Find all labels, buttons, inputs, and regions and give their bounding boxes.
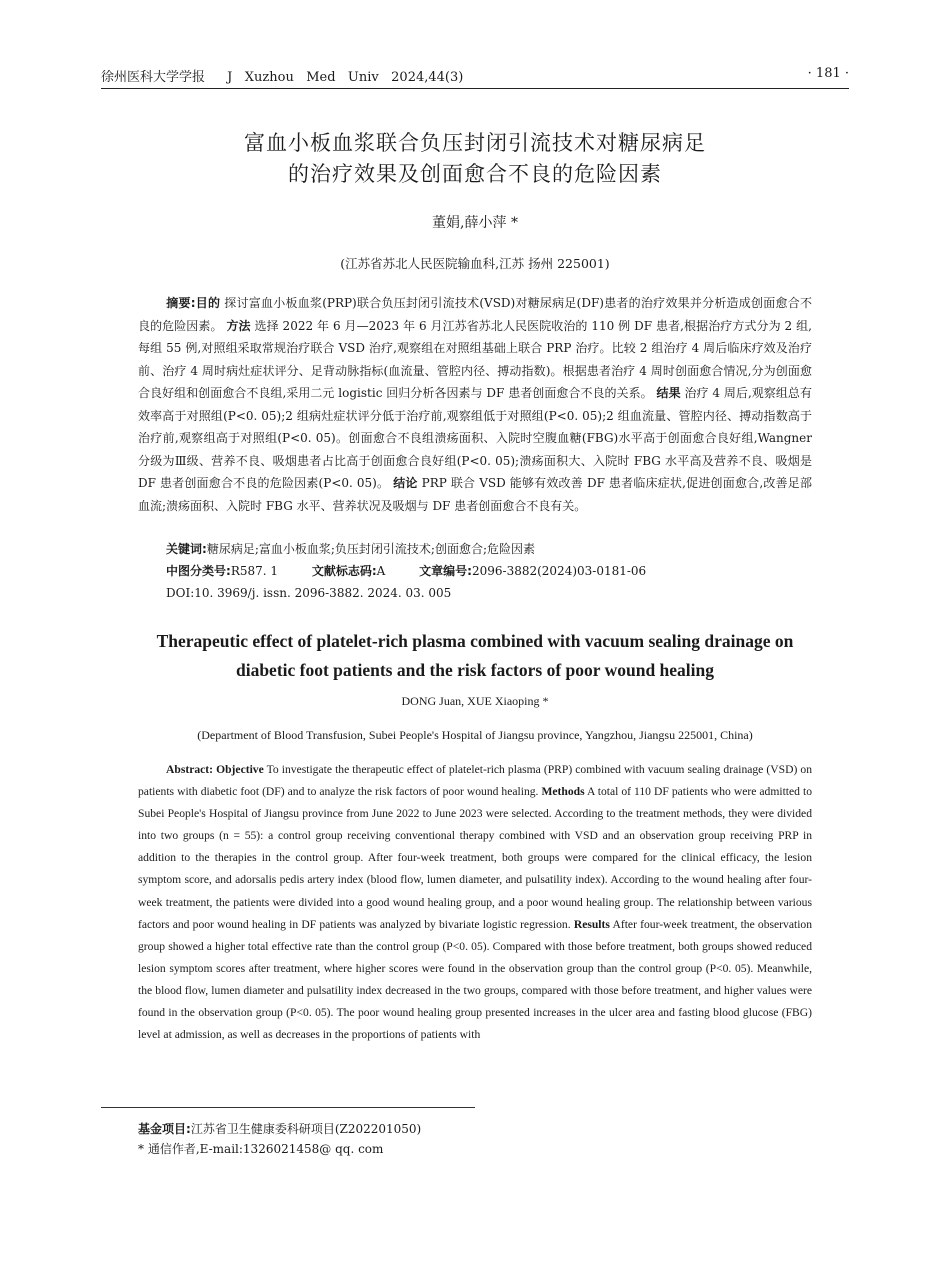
methods-en-text: A total of 110 DF patients who were admitted to Subei People's Hospital of Jiangsu province from June 2022 to June 2023 were selected. According to the treatment methods, they were divided into two groups (n = 55): a control group receiving conventional therapy combined with VSD and an observation group receiving PRP in addition to the therapies in the control group. After four-week treatment, both groups were compared for the clinical efficacy, the lesion symptom score, and adorsalis pedis artery index (blood flow, lumen diameter, and pulsatility index). According to the wound healing after four-week treatment, the patients were divided into a good wound healing group, and a poor wound healing group. The relationship between various factors and poor wound healing in DF patients was analyzed by bivariate logistic regression. <box>138 785 812 931</box>
keywords-cn <box>166 541 812 557</box>
corresponding-author-footnote: * 通信作者,E-mail:1326021458@ qq. com <box>138 1142 384 1156</box>
objective-cn-text: 探讨富血小板血浆(PRP)联合负压封闭引流技术(VSD)对糖尿病足(DF)患者的治疗效果并分析造成创面愈合不良的危险因素。 <box>138 296 812 333</box>
abstract-cn <box>138 292 812 517</box>
title-cn-line-1: 富血小板血浆联合负压封闭引流技术对糖尿病足 <box>244 131 706 155</box>
article-title-en <box>100 627 850 685</box>
footnote-divider <box>101 1107 475 1108</box>
doc-code-value: A <box>376 564 386 578</box>
methods-cn-label: 方法 <box>226 318 251 333</box>
results-en-text: After four-week treatment, the observation group showed a higher total effective rate than the control group (P<0. 05). Compared with those before treatment, both groups showed reduced lesion symptom scores after treatment, where higher scores were found in the observation group than the control group (P<0. 05). Meanwhile, the blood flow, lumen diameter and pulsatility index decreased in the two groups, compared with those before treatment, and higher values were found in the observation group (P<0. 05). The poor wound healing group presented increases in the ulcer area and fasting blood glucose (FBG) level at admission, as well as decreases in the proportions of patients with <box>138 917 813 1042</box>
clc-value: R587. 1 <box>230 564 279 578</box>
funding-text: 江苏省卫生健康委科研项目(Z202201050) <box>190 1122 422 1136</box>
keywords-cn-label: 关键词: <box>166 542 207 556</box>
article-number-label: 文章编号: <box>419 564 472 578</box>
title-en-line-2: diabetic foot patients and the risk factors of poor wound healing <box>235 660 715 680</box>
abstract-en <box>138 759 812 1046</box>
affiliation-en: (Department of Blood Transfusion, Subei People's Hospital of Jiangsu province, Yangzhou, Jiangsu 225001, China) <box>197 728 753 742</box>
article-number-value: 2096-3882(2024)03-0181-06 <box>471 564 647 578</box>
authors-en: DONG Juan, XUE Xiaoping * <box>401 694 549 708</box>
conclusion-cn-label: 结论 <box>393 476 418 490</box>
journal-name-cn: 徐州医科大学学报 <box>101 70 206 85</box>
journal-citation-en: J Xuzhou Med Univ 2024,44(3) <box>227 70 464 85</box>
objective-cn-label: 目的 <box>195 296 221 310</box>
doc-code-label: 文献标志码: <box>311 564 377 578</box>
authors-cn: 董娟,薛小萍 * <box>432 215 518 231</box>
abstract-en-label: Abstract: <box>166 763 214 776</box>
clc-label: 中图分类号: <box>166 564 231 578</box>
results-en-label: Results <box>573 917 610 931</box>
objective-en-text: To investigate the therapeutic effect of platelet-rich plasma (PRP) combined with vacuum sealing drainage (VSD) on patients with diabetic foot (DF) and to analyze the risk factors of poor wound healing. <box>138 763 812 799</box>
running-header <box>101 64 849 89</box>
page-number: · 181 · <box>807 66 849 81</box>
doi: DOI:10. 3969/j. issn. 2096-3882. 2024. 03. 005 <box>166 586 452 600</box>
article-title-cn <box>0 128 950 190</box>
results-cn-text: 治疗 4 周后,观察组总有效率高于对照组(P<0. 05);2 组病灶症状评分低于治疗前,观察组低于对照组(P<0. 05);2 组血流量、管腔内径、搏动指数高于治疗前,观察组高于对照组(P<0. 05)。创面愈合不良组溃疡面积、入院时空腹血糖(FBG)水平高于创面愈合良好组,Wangner 分级为Ⅲ级、营养不良、吸烟患者占比高于创面愈合良好组(P<0. 05);溃疡面积大、入院时 FBG 水平高及营养不良、吸烟是 DF 患者创面愈合不良的危险因素(P<0. 05)。 <box>138 386 812 490</box>
results-cn-label: 结果 <box>656 386 681 400</box>
title-cn-line-2: 的治疗效果及创面愈合不良的危险因素 <box>288 162 662 186</box>
funding-footnote <box>138 1120 421 1137</box>
classification-line <box>166 563 812 579</box>
abstract-cn-label: 摘要: <box>166 296 196 310</box>
methods-en-label: Methods <box>541 785 585 799</box>
methods-cn-text: 选择 2022 年 6 月—2023 年 6 月江苏省苏北人民医院收治的 110 例 DF 患者,根据治疗方式分为 2 组,每组 55 例,对照组采取常规治疗联合 VSD 治疗,观察组在对照组基础上联合 PRP 治疗。比较 2 组治疗 4 周后临床疗效及治疗前、治疗 4 周时病灶症状评分、足背动脉指标(血流量、管腔内径、搏动指数)。根据患者治疗 4 周时创面愈合情况,分为创面愈合良好组和创面愈合不良组,采用二元 logistic 回归分析各因素与 DF 患者创面愈合不良的关系。 <box>138 318 812 400</box>
objective-en-label: Objective <box>216 763 264 776</box>
funding-label: 基金项目: <box>138 1122 191 1136</box>
conclusion-cn-text: PRP 联合 VSD 能够有效改善 DF 患者临床症状,促进创面愈合,改善足部血流;溃疡面积、入院时 FBG 水平、营养状况及吸烟与 DF 患者创面愈合不良有关。 <box>138 476 812 513</box>
affiliation-cn: (江苏省苏北人民医院输血科,江苏 扬州 225001) <box>340 256 610 271</box>
keywords-cn-text: 糖尿病足;富血小板血浆;负压封闭引流技术;创面愈合;危险因素 <box>206 542 535 556</box>
title-en-line-1: Therapeutic effect of platelet-rich plasma combined with vacuum sealing drainage on <box>156 631 794 651</box>
